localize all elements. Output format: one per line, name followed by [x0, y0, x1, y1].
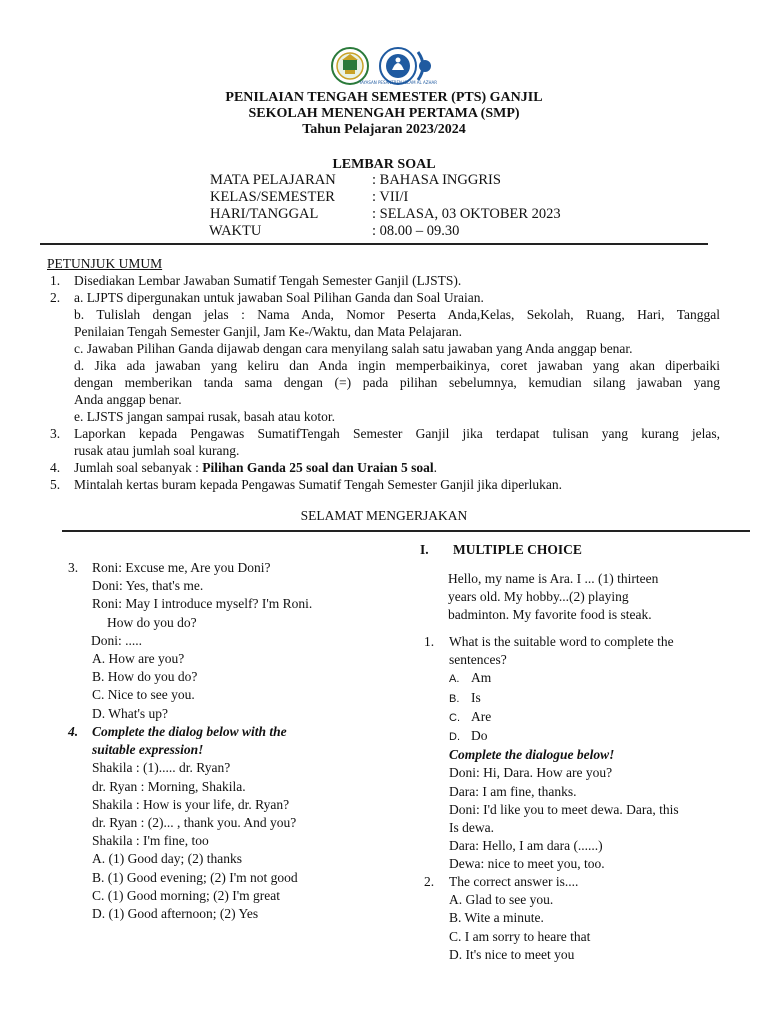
item-number: 2.	[50, 290, 61, 305]
question-4	[68, 723, 298, 923]
question-3	[68, 559, 312, 723]
dialog-line: dr. Ryan : (2)... , thank you. And you?	[92, 815, 297, 831]
option: C. (1) Good morning; (2) I'm great	[92, 887, 281, 903]
dialog-line: Shakila : I'm fine, too	[92, 833, 209, 849]
dialog-line: Doni: Yes, that's me.	[92, 578, 204, 594]
option-letter: B.	[449, 692, 460, 705]
petunjuk-item-2b-cont: Penilaian Tengah Semester Ganjil, Jam Ke-/Waktu, dan Mata Pelajaran.	[74, 324, 462, 339]
option: B. How do you do?	[92, 669, 198, 685]
petunjuk-item-2e: e. LJSTS jangan sampai rusak, basah atau kotor.	[74, 409, 335, 424]
header-line-2: SEKOLAH MENENGAH PERTAMA (SMP)	[248, 106, 520, 121]
dialog-line: Doni: Hi, Dara. How are you?	[449, 765, 613, 781]
document-header	[0, 90, 768, 138]
dialog-line: dr. Ryan : Morning, Shakila.	[92, 778, 246, 794]
logo-right-lettering: YAYASAN PESANTREN ISLAM AL AZHAR	[358, 80, 438, 85]
dialog-line: Dara: Hello, I am dara (......)	[449, 838, 603, 854]
dialogue-title: Complete the dialogue below!	[449, 747, 615, 763]
item-number: 1.	[50, 273, 61, 288]
option: D. What's up?	[92, 705, 169, 721]
option: D. It's nice to meet you	[449, 946, 575, 962]
logo-area	[0, 46, 768, 86]
dialog-line: Dara: I am fine, thanks.	[449, 783, 577, 799]
dialog-line: Shakila : How is your life, dr. Ryan?	[92, 796, 290, 812]
option-letter: D.	[449, 731, 460, 744]
dialog-line: Dewa: nice to meet you, too.	[449, 856, 605, 872]
item-4-post: .	[433, 460, 438, 475]
option	[449, 727, 679, 746]
info-label: MATA PELAJARAN	[210, 172, 336, 188]
header-line-1: PENILAIAN TENGAH SEMESTER (PTS) GANJIL	[225, 90, 543, 105]
petunjuk-item-2c: c. Jawaban Pilihan Ganda dijawab dengan cara menyilang salah satu jawaban yang Anda anggap benar.	[74, 341, 633, 356]
question-text: The correct answer is....	[449, 874, 579, 889]
option-text: Is	[471, 689, 481, 705]
option-text: Do	[471, 728, 488, 744]
item-number: 4.	[50, 460, 61, 475]
option-text: Am	[471, 670, 492, 686]
question-text: What is the suitable word to complete the	[449, 634, 674, 649]
petunjuk-item-3-cont: rusak atau jumlah soal kurang.	[74, 443, 240, 458]
dialog-line: Doni: .....	[91, 632, 143, 648]
header-line-3: Tahun Pelajaran 2023/2024	[302, 122, 466, 137]
passage-line: badminton. My favorite food is steak.	[448, 607, 652, 623]
petunjuk-item-2b: b. Tulislah dengan jelas : Nama Anda, Nomor Peserta Anda,Kelas, Sekolah, Ruang, Hari, Tanggal	[74, 307, 720, 322]
info-label: KELAS/SEMESTER	[210, 189, 335, 205]
section-number: I.	[420, 542, 429, 557]
dialog-line: Is dewa.	[449, 820, 494, 836]
option: D. (1) Good afternoon; (2) Yes	[92, 906, 259, 922]
divider	[40, 243, 708, 245]
item-4-pre: Jumlah soal sebanyak :	[74, 460, 203, 475]
question-number: 3.	[68, 560, 79, 575]
question-title: Complete the dialog below with the	[92, 724, 287, 739]
option: A. How are you?	[92, 651, 185, 667]
question-1	[424, 633, 679, 874]
question-2	[424, 873, 590, 964]
school-logo-right	[358, 46, 438, 86]
section-title: MULTIPLE CHOICE	[453, 542, 582, 557]
petunjuk-title: PETUNJUK UMUM	[47, 256, 163, 271]
question-number: 4.	[68, 724, 79, 739]
petunjuk-item-2a: a. LJPTS dipergunakan untuk jawaban Soal Pilihan Ganda dan Soal Uraian.	[74, 290, 484, 305]
item-number: 5.	[50, 477, 61, 492]
info-label: WAKTU	[209, 223, 262, 239]
dialog-line: Shakila : (1)..... dr. Ryan?	[92, 760, 231, 776]
option	[449, 689, 679, 708]
petunjuk-item-2d-cont2: Anda anggap benar.	[74, 392, 182, 407]
dialog-line: Roni: Excuse me, Are you Doni?	[92, 560, 271, 575]
item-4-bold: Pilihan Ganda 25 soal dan Uraian 5 soal	[202, 460, 434, 475]
dialog-line: Roni: May I introduce myself? I'm Roni.	[92, 596, 313, 612]
option: C. I am sorry to heare that	[449, 928, 591, 944]
option: B. (1) Good evening; (2) I'm not good	[92, 869, 298, 885]
petunjuk-item-5: Mintalah kertas buram kepada Pengawas Sumatif Tengah Semester Ganjil jika diperlukan.	[74, 477, 563, 492]
petunjuk-item-1: Disediakan Lembar Jawaban Sumatif Tengah Semester Ganjil (LJSTS).	[74, 273, 462, 288]
question-text-cont: sentences?	[449, 652, 507, 668]
section-heading	[420, 541, 582, 559]
info-value: : SELASA, 03 OKTOBER 2023	[372, 206, 561, 222]
option: B. Wite a minute.	[449, 910, 544, 926]
option: C. Nice to see you.	[92, 687, 195, 703]
reading-passage	[448, 570, 658, 625]
info-value: : 08.00 – 09.30	[372, 223, 460, 239]
info-label: HARI/TANGGAL	[210, 206, 319, 222]
option: A. (1) Good day; (2) thanks	[92, 851, 242, 867]
lembar-soal-title: LEMBAR SOAL	[332, 157, 436, 172]
petunjuk-item-4	[74, 459, 437, 476]
selamat-mengerjakan: SELAMAT MENGERJAKAN	[300, 508, 468, 523]
passage-line: Hello, my name is Ara. I ... (1) thirteen	[448, 571, 659, 586]
question-number: 2.	[424, 874, 435, 889]
passage-line: years old. My hobby...(2) playing	[448, 589, 629, 605]
option: A. Glad to see you.	[449, 892, 554, 908]
divider	[62, 530, 750, 532]
option-text: Are	[471, 708, 492, 724]
question-number: 1.	[424, 634, 435, 649]
question-title-cont: suitable expression!	[92, 742, 204, 758]
petunjuk-item-3: Laporkan kepada Pengawas SumatifTengah Semester Ganjil jika terdapat tulisan yang kurang jelas,	[74, 426, 720, 441]
option-letter: A.	[449, 673, 460, 686]
info-value: : BAHASA INGGRIS	[372, 172, 501, 188]
dialog-line: Doni: I'd like you to meet dewa. Dara, this	[449, 801, 679, 817]
petunjuk-item-2d-cont: dengan memberikan tanda sama dengan (=) pada pilihan sebelumnya, kemudian silang jawaban yang	[74, 375, 720, 390]
info-value: : VII/I	[372, 189, 409, 205]
item-number: 3.	[50, 426, 61, 441]
option	[449, 708, 679, 727]
petunjuk-item-2d: d. Jika ada jawaban yang keliru dan Anda ingin memperbaikinya, coret jawaban yang akan diperbaiki	[74, 358, 720, 373]
option	[449, 669, 679, 688]
option-letter: C.	[449, 711, 460, 724]
dialog-line: How do you do?	[107, 614, 197, 630]
